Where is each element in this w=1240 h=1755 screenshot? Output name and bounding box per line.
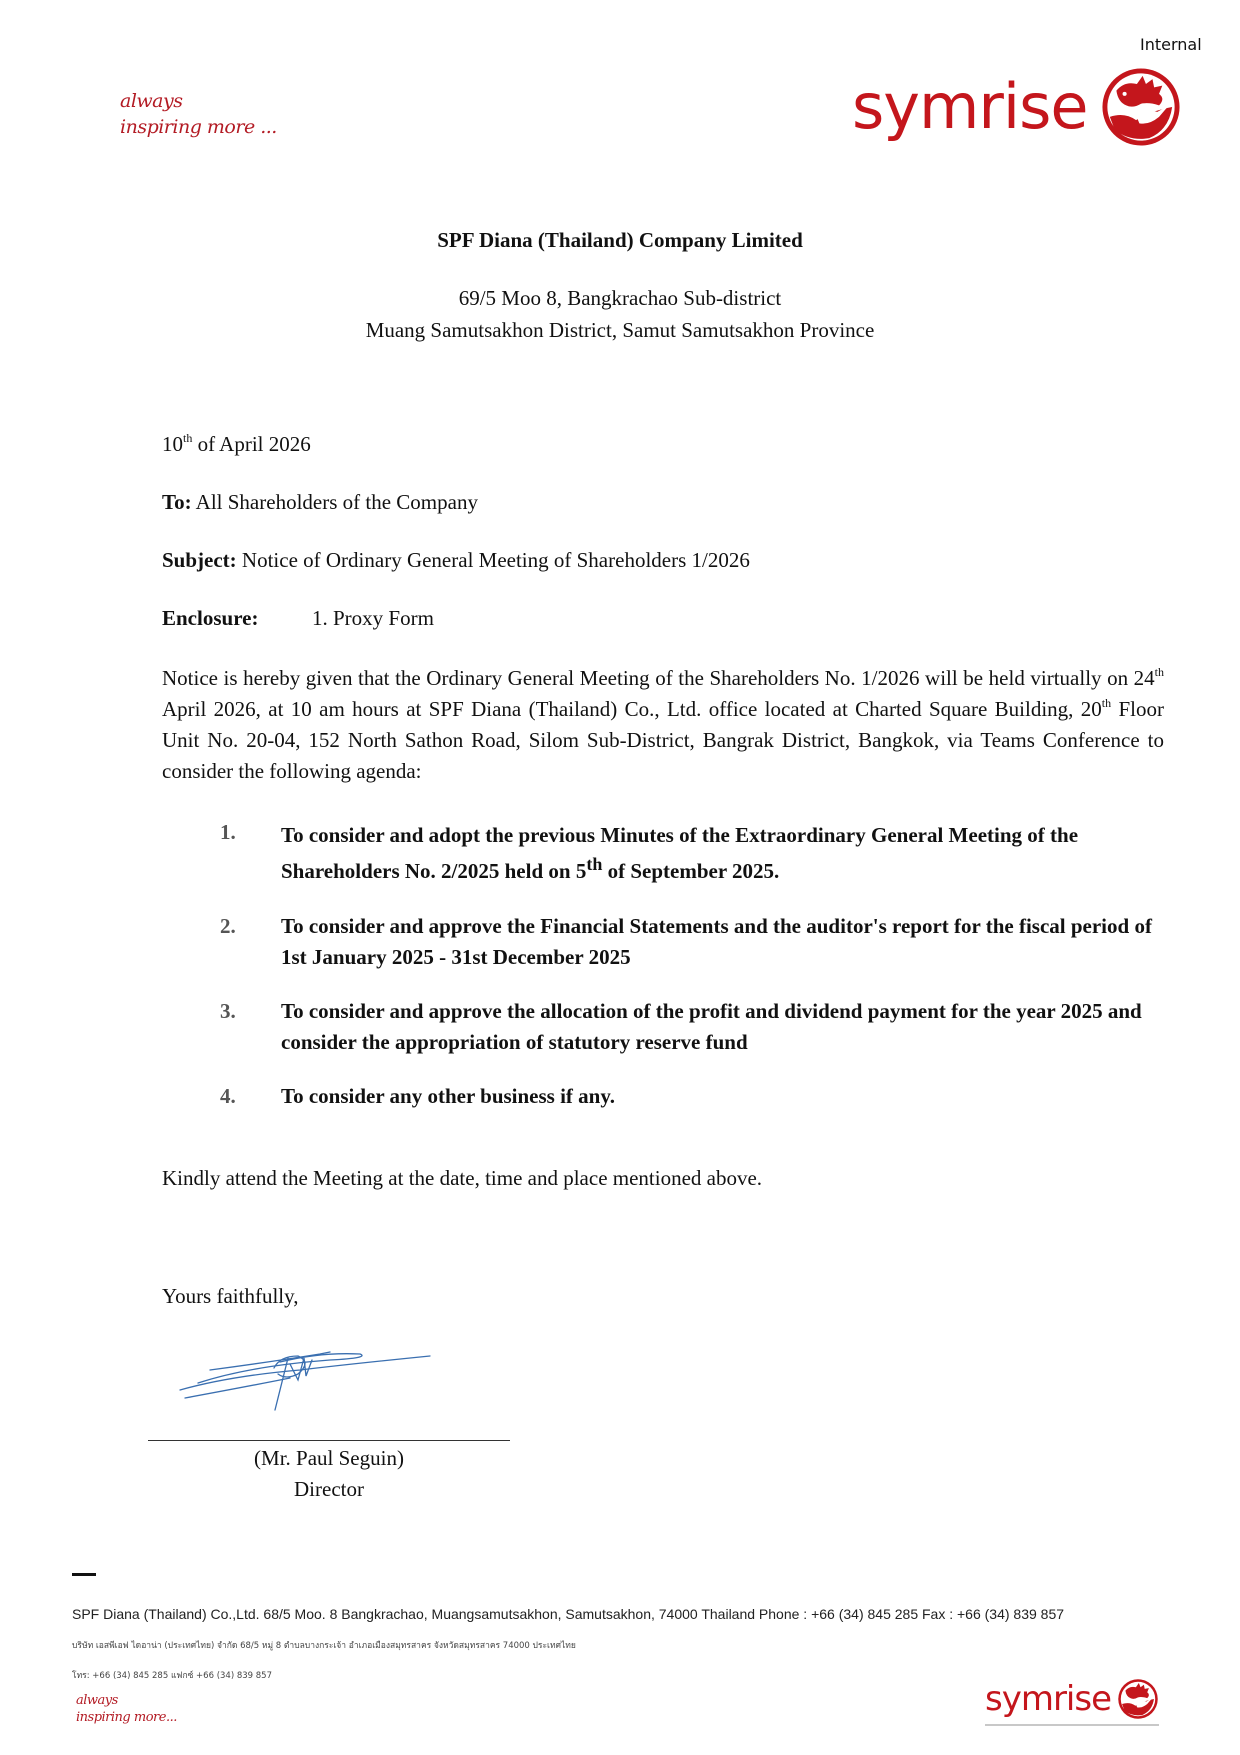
agenda-text: To consider and approve the allocation of the profit and dividend payment for the year 2025 and consider the appropriation of statutory reserve fund (281, 999, 1142, 1054)
letter-date: 10th of April 2026 (162, 431, 311, 456)
footer-logo-wordmark: symrise (985, 1679, 1112, 1719)
signer-name: (Mr. Paul Seguin) (254, 1446, 404, 1470)
agenda-text: To consider any other business if any. (281, 1084, 615, 1108)
symrise-logo (852, 66, 1182, 148)
agenda-text: To consider and approve the Financial Statements and the auditor's report for the fiscal period of 1st January 2025 - 31st December 2025 (281, 914, 1152, 969)
footer-address-en: SPF Diana (Thailand) Co.,Ltd. 68/5 Moo. 8 Bangkrachao, Muangsamutsakhon, Samutsakhon, 74000 Thailand Phone : +66 (34) 845 285 Fax : +66 (34) 839 857 (72, 1606, 1065, 1622)
footer-tagline: always inspiring more... (76, 1693, 177, 1725)
subject-value: Notice of Ordinary General Meeting of Shareholders 1/2026 (236, 548, 750, 572)
recipient-line (162, 490, 478, 515)
signer-title: Director (294, 1477, 364, 1501)
subject-line (162, 548, 750, 573)
dragon-bird-emblem-icon (1100, 66, 1182, 148)
to-label: To: (162, 490, 192, 514)
signature-line (148, 1440, 510, 1441)
notice-paragraph: Notice is hereby given that the Ordinary General Meeting of the Shareholders No. 1/2026 will be held virtually on 24th April 2026, at 10 am hours at SPF Diana (Thailand) Co., Ltd. office located at Charted Square Building, 20th Floor Unit No. 20-04, 152 North Sathon Road, Silom Sub-District, Bangrak District, Bangkok, via Teams Conference to consider the following agenda: (162, 665, 1164, 783)
footer-phone-th: โทร: +66 (34) 845 285 แฟกซ์ +66 (34) 839 857 (72, 1671, 272, 1681)
tagline-line-1: always (120, 90, 183, 112)
tagline-line-2: inspiring more ... (120, 116, 277, 138)
classification-label: Internal (1140, 35, 1202, 54)
footer-address-th: บริษัท เอสพีเอฟ ไดอาน่า (ประเทศไทย) จำกัด 68/5 หมู่ 8 ตำบลบางกระเจ้า อำเภอเมืองสมุทรสาคร จังหวัดสมุทรสาคร 74000 ประเทศไทย (72, 1641, 576, 1651)
salutation: Yours faithfully, (162, 1284, 299, 1308)
subject-label: Subject: (162, 548, 237, 572)
closing-request: Kindly attend the Meeting at the date, time and place mentioned above. (162, 1166, 763, 1190)
brand-tagline (120, 88, 277, 140)
enclosure-line (162, 606, 434, 631)
to-value: All Shareholders of the Company (191, 490, 478, 514)
footer-divider (72, 1573, 96, 1576)
agenda-number: 2. (220, 914, 236, 938)
enclosure-label: Enclosure: (162, 606, 259, 630)
agenda-text: To consider and adopt the previous Minutes of the Extraordinary General Meeting of the Shareholders No. 2/2025 held on 5th of September 2025. (281, 823, 1079, 883)
company-address-line-1: 69/5 Moo 8, Bangkrachao Sub-district (458, 286, 782, 310)
dragon-bird-emblem-icon (1117, 1678, 1159, 1720)
footer-symrise-logo (985, 1678, 1159, 1726)
agenda-number: 3. (220, 999, 236, 1023)
company-name: SPF Diana (Thailand) Company Limited (437, 228, 803, 252)
company-address-line-2: Muang Samutsakhon District, Samut Samutsakhon Province (365, 318, 875, 342)
agenda-number: 1. (220, 820, 236, 844)
agenda-number: 4. (220, 1084, 236, 1108)
signature-icon (170, 1318, 460, 1428)
enclosure-value: 1. Proxy Form (312, 606, 434, 630)
logo-wordmark: symrise (852, 70, 1088, 143)
